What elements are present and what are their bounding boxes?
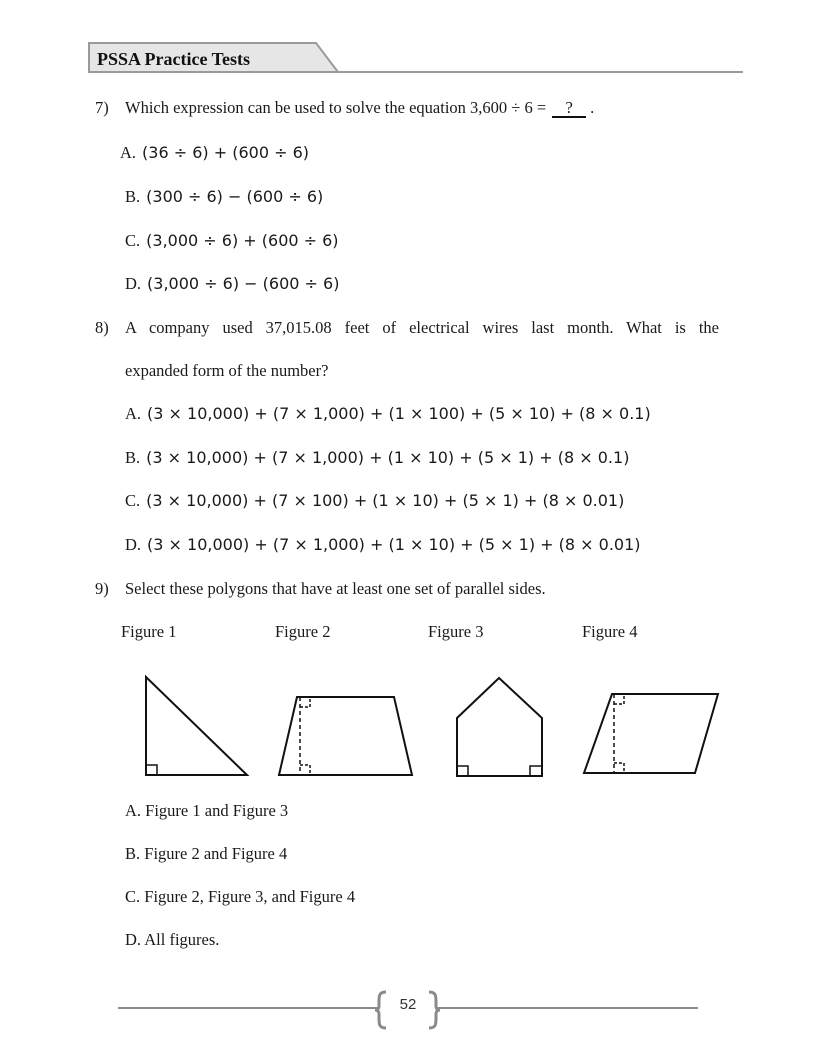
option-text: (3,000 ÷ 6) + (600 ÷ 6) bbox=[146, 231, 339, 250]
header-title: PSSA Practice Tests bbox=[97, 49, 250, 69]
option-letter: C. bbox=[125, 491, 141, 510]
option-text: Figure 2, Figure 3, and Figure 4 bbox=[144, 887, 356, 906]
page-number: 52 bbox=[399, 996, 417, 1013]
figure-3-label: Figure 3 bbox=[428, 622, 484, 641]
option-text: (3 × 10,000) + (7 × 1,000) + (1 × 100) + (5 × 10) + (8 × 0.1) bbox=[147, 404, 651, 423]
option-letter: B. bbox=[125, 844, 141, 863]
option-letter: A. bbox=[125, 404, 142, 423]
option-text: Figure 2 and Figure 4 bbox=[144, 844, 288, 863]
question-7-text: Which expression can be used to solve the equation 3,600 ÷ 6 = bbox=[125, 98, 547, 117]
figure-2-label: Figure 2 bbox=[275, 622, 331, 641]
option-letter: B. bbox=[125, 187, 141, 206]
q9-option-d[interactable] bbox=[125, 930, 219, 950]
option-text: (3,000 ÷ 6) − (600 ÷ 6) bbox=[147, 274, 340, 293]
option-text: Figure 1 and Figure 3 bbox=[145, 801, 289, 820]
question-number: 8) bbox=[95, 318, 109, 337]
q9-option-b[interactable] bbox=[125, 844, 287, 864]
figure-3-pentagon bbox=[457, 678, 542, 776]
question-8-line-1: A company used 37,015.08 feet of electrical wires last month. What is the bbox=[125, 318, 719, 337]
option-letter: B. bbox=[125, 448, 141, 467]
option-letter: C. bbox=[125, 887, 141, 906]
question-7-end: . bbox=[590, 98, 595, 117]
question-number: 9) bbox=[95, 579, 109, 598]
option-letter: A. bbox=[120, 143, 137, 162]
right-brace-icon bbox=[427, 990, 441, 1030]
question-number: 7) bbox=[95, 98, 109, 117]
answer-blank: ? bbox=[552, 99, 586, 118]
option-letter: A. bbox=[125, 801, 142, 820]
left-brace-icon bbox=[374, 990, 388, 1030]
figure-1-triangle bbox=[146, 677, 247, 775]
footer-line-right bbox=[438, 1007, 698, 1009]
figure-2-trapezoid bbox=[279, 697, 412, 775]
q9-option-a[interactable] bbox=[125, 801, 288, 821]
option-letter: C. bbox=[125, 231, 141, 250]
question-8-line-2: expanded form of the number? bbox=[125, 361, 329, 380]
figure-4-parallelogram bbox=[584, 694, 718, 773]
option-letter: D. bbox=[125, 930, 142, 949]
footer-line-left bbox=[118, 1007, 378, 1009]
option-text: (300 ÷ 6) − (600 ÷ 6) bbox=[146, 187, 324, 206]
question-9-text: Select these polygons that have at least one set of parallel sides. bbox=[125, 579, 546, 598]
option-text: (3 × 10,000) + (7 × 100) + (1 × 10) + (5 × 1) + (8 × 0.01) bbox=[146, 491, 625, 510]
option-letter: D. bbox=[125, 535, 142, 554]
option-letter: D. bbox=[125, 274, 142, 293]
option-text: (36 ÷ 6) + (600 ÷ 6) bbox=[142, 143, 310, 162]
option-text: (3 × 10,000) + (7 × 1,000) + (1 × 10) + (5 × 1) + (8 × 0.1) bbox=[146, 448, 630, 467]
q9-option-c[interactable] bbox=[125, 887, 355, 907]
option-text: All figures. bbox=[144, 930, 220, 949]
figure-4-label: Figure 4 bbox=[582, 622, 638, 641]
figure-1-label: Figure 1 bbox=[121, 622, 177, 641]
option-text: (3 × 10,000) + (7 × 1,000) + (1 × 10) + (5 × 1) + (8 × 0.01) bbox=[147, 535, 641, 554]
